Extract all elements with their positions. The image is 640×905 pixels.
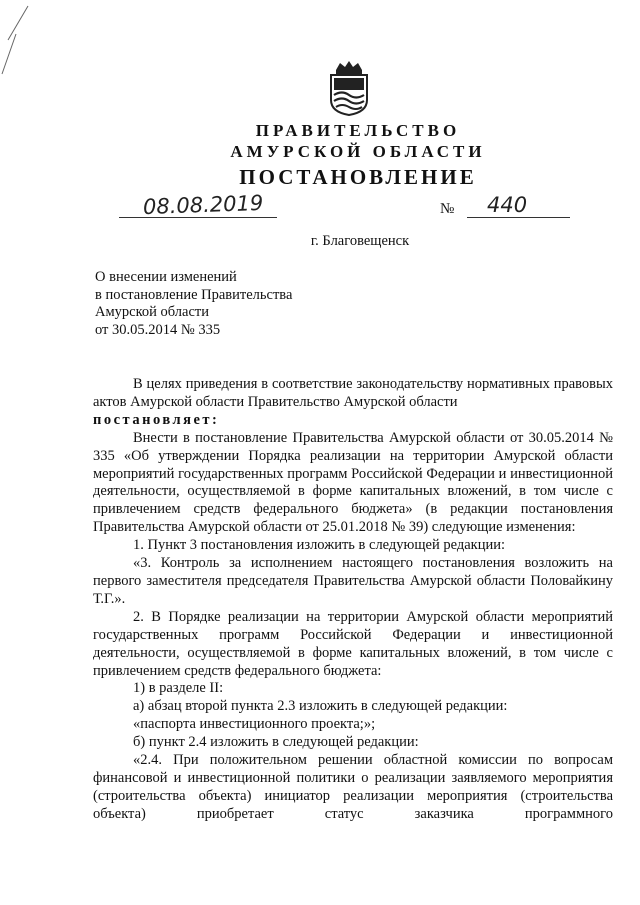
margin-pencil-marks [0, 0, 40, 90]
body-paragraph: Внести в постановление Правительства Амурской области от 30.05.2014 № 335 «Об утверждении Порядка реализации на территории Амурской области мероприятий государственных программ Российской Федерации и инвестиционной деятельности, осуществляемой в форме капитальных вложений, в том числе с привлечением средств федерального бюджета» (в редакции постановления Правительства Амурской области от 25.01.2018 № 39) следующие изменения: [93, 429, 613, 536]
subject-line: от 30.05.2014 № 335 [95, 321, 221, 338]
body-paragraph: 2. В Порядке реализации на территории Амурской области мероприятий государственных программ Российской Федерации и инвестиционной деятельности, осуществляемой в форме капитальных вложений, в том числе с привлечением средств федерального бюджета: [93, 608, 613, 679]
document-date: 08.08.2019 [142, 190, 264, 220]
resolves-word: постановляет: [93, 411, 220, 428]
subject-line: Амурской области [95, 304, 209, 320]
document-number: 440 [487, 193, 528, 217]
document-type-title: ПОСТАНОВЛЕНИЕ [239, 165, 477, 189]
subject-line: в постановление Правительства [95, 286, 293, 303]
number-label: № [440, 201, 455, 217]
subject-line: О внесении изменений [95, 269, 237, 285]
city: г. Благовещенск [310, 233, 410, 249]
body-paragraph: а) абзац второй пункта 2.3 изложить в следующей редакции: [133, 698, 508, 715]
body-paragraph: В целях приведения в соответствие законодательству нормативных правовых актов Амурской области Правительство Амурской области [93, 376, 613, 410]
org-name-line2: АМУРСКОЙ ОБЛАСТИ [230, 142, 486, 161]
body-paragraph: «паспорта инвестиционного проекта;»; [133, 716, 376, 733]
coat-of-arms-emblem [328, 60, 370, 116]
document-body [93, 376, 613, 824]
body-paragraph: «2.4. При положительном решении областной комиссии по вопросам финансовой и инвестиционной политики о реализации заявляемого мероприятия (строительства объекта) инициатор реализации мероприятия (строительства объекта) приобретает статус заказчика программного [93, 752, 613, 822]
body-paragraph: «3. Контроль за исполнением настоящего постановления возложить на первого заместителя председателя Правительства Амурской области Половайкину Т.Г.». [93, 555, 613, 607]
body-paragraph: б) пункт 2.4 изложить в следующей редакции: [133, 734, 419, 751]
body-paragraph: 1. Пункт 3 постановления изложить в следующей редакции: [133, 537, 506, 554]
body-paragraph: 1) в разделе II: [133, 680, 224, 697]
org-name-line1: ПРАВИТЕЛЬСТВО [255, 121, 461, 140]
document-subject [95, 269, 292, 339]
